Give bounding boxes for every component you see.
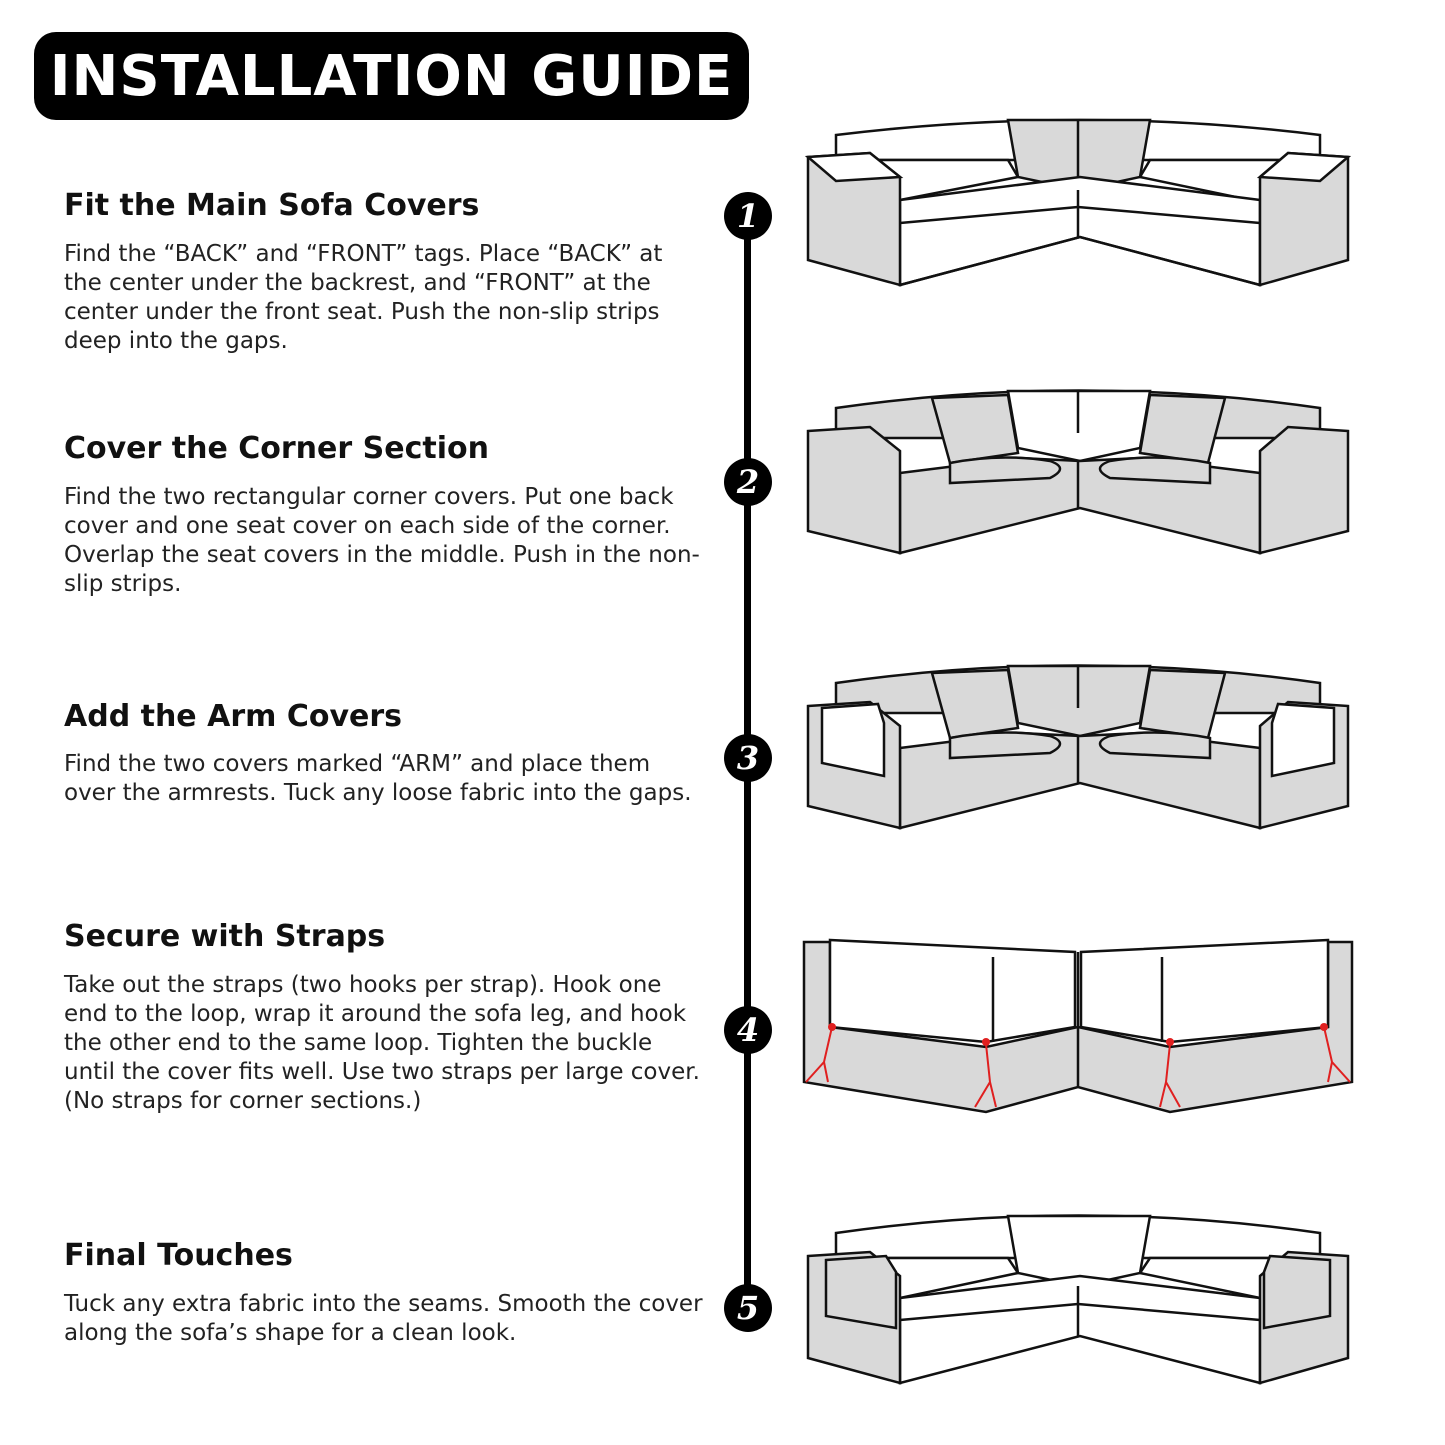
step-1-heading: Fit the Main Sofa Covers — [64, 188, 480, 223]
sofa-illustration-2 — [800, 383, 1360, 573]
step-3-heading: Add the Arm Covers — [64, 699, 402, 734]
sofa-illustration-1 — [800, 115, 1360, 305]
step-1-body: Find the “BACK” and “FRONT” tags. Place “BACK” at the center under the backrest, and “FRONT” at the center under the front seat. Push the non-slip strips deep into the gaps. — [64, 241, 663, 354]
step-5-number: 5 — [724, 1284, 772, 1332]
step-4-body: Take out the straps (two hooks per strap). Hook one end to the loop, wrap it around the sofa leg, and hook the other end to the same loop. Tighten the buckle until the cover fits well. Use two straps per large cover. (No straps for corner sections.) — [64, 972, 700, 1114]
step-5-body: Tuck any extra fabric into the seams. Smooth the cover along the sofa’s shape for a clean look. — [64, 1291, 703, 1346]
title-banner — [34, 32, 749, 120]
sofa-illustration-3 — [800, 658, 1360, 848]
step-4-number: 4 — [724, 1006, 772, 1054]
step-4-heading: Secure with Straps — [64, 919, 386, 954]
sofa-illustration-4 — [800, 932, 1360, 1122]
step-1-number: 1 — [724, 192, 772, 240]
step-2-number: 2 — [724, 458, 772, 506]
page-title: INSTALLATION GUIDE — [49, 43, 734, 109]
step-5-heading: Final Touches — [64, 1238, 293, 1273]
step-3-number: 3 — [724, 734, 772, 782]
step-3-body: Find the two covers marked “ARM” and place them over the armrests. Tuck any loose fabric into the gaps. — [64, 751, 692, 806]
sofa-illustration-5 — [800, 1208, 1360, 1398]
step-2-body: Find the two rectangular corner covers. Put one back cover and one seat cover on each side of the corner. Overlap the seat covers in the middle. Push in the non-slip strips. — [64, 484, 700, 597]
step-2-heading: Cover the Corner Section — [64, 431, 489, 466]
